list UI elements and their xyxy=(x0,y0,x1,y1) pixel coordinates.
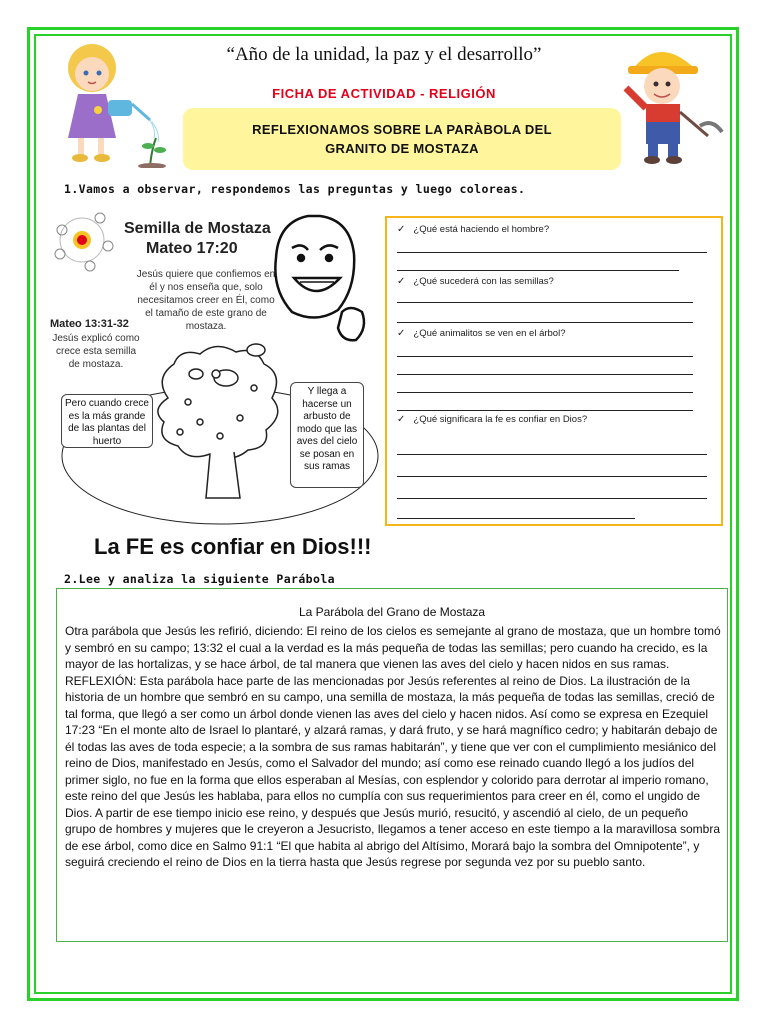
title-banner xyxy=(183,108,621,170)
year-motto: “Año de la unidad, la paz y el desarrollo” xyxy=(226,44,542,65)
checkmark-icon: ✓ xyxy=(397,414,406,425)
worksheet-label: FICHA DE ACTIVIDAD - RELIGIÓN xyxy=(272,86,496,101)
illustration-caption: Jesús quiere que confiemos en él y nos enseña que, solo necesitamos creer en Él, como el tamaño de este grano de mostaza. xyxy=(136,269,276,332)
illustration-title: Semilla de Mostaza xyxy=(124,220,271,237)
parable-paragraph: Otra parábola que Jesús les refirió, diciendo: El reino de los cielos es semejante al grano de mostaza, que un hombre tomó y sembró en su campo; 13:32 el cual a la verdad es la más pequeña de todas las semillas; pero cuando ha crecido, es la mayor de las hortalizas, y se hace árbol, de tal manera que vienen las aves del cielo y hacen nidos en sus ramas. xyxy=(65,624,721,671)
school-badge-icon xyxy=(55,213,113,271)
questions-box xyxy=(385,216,723,526)
illustration-reference: Mateo 17:20 xyxy=(146,240,238,257)
instruction-2: 2.Lee y analiza la siguiente Parábola xyxy=(64,572,335,586)
parable-box xyxy=(56,588,728,942)
answer-line[interactable] xyxy=(397,476,707,477)
answer-line[interactable] xyxy=(397,322,693,323)
title-line-2: GRANITO DE MOSTAZA xyxy=(325,141,479,156)
checkmark-icon: ✓ xyxy=(397,224,406,235)
bible-reference: Mateo 13:31-32 xyxy=(50,318,129,330)
answer-line[interactable] xyxy=(397,252,707,253)
answer-line[interactable] xyxy=(397,498,707,499)
answer-line[interactable] xyxy=(397,454,707,455)
mustard-tree-drawing xyxy=(158,346,278,498)
reflection-paragraph: REFLEXIÓN: Esta parábola hace parte de las mencionadas por Jesús referentes al reino de Dios. La ilustración de la historia de un hombre que sembró en su campo, una semilla de mostaza, la más pequeña de todas las semillas, creció de tal forma, que llegó a ser como un árbol donde vienen las aves del cielo y hacen nidos. Así como se expresa en Ezequiel 17:23 “En el monte alto de Israel lo plantaré, y alzará ramas, y dará fruto, y se hará magnífico cedro; y habitarán debajo de él todas las aves de toda especie; a la sombra de sus ramas habitarán”, y tiene que ver con el cumplimiento mesiánico del reino de Dios, manifestado en Jesús, como el Salvador del mundo; así como ese reinado cuando llegó a los judíos del primer siglo, no fue en la forma que ellos esperaban al Mesías, con esplendor y colorido para derrotar al imperio romano, este reino del que Jesús les hablaba, para ellos no cumplía con sus requerimientos para creer en él, como el ungido de Dios. A partir de ese tiempo inicio ese reino, y después que Jesús murió, resucitó, y ascendió al cielo, de un pequeño grupo de hombres y mujeres que le creyeron a Jesucristo, llegamos a tener acceso en este tiempo a la maravillosa sombra de ese árbol, como dice en Salmo 91:1 “El que habita al abrigo del Altísimo, Morará bajo la sombra del Omnipotente”, y seguirá creciendo el reino de Dios en la tierra hasta que Jesús regrese por segunda vez por su pueblo santo. xyxy=(65,673,720,869)
callout-left: Pero cuando crece es la más grande de las plantas del huerto xyxy=(61,394,153,448)
bible-reference-caption: Jesús explicó como crece esta semilla de mostaza. xyxy=(52,333,140,370)
jesus-face-drawing xyxy=(275,216,364,340)
parable-text xyxy=(65,623,721,871)
answer-line[interactable] xyxy=(397,410,693,411)
faith-heading: La FE es confiar en Dios!!! xyxy=(94,534,372,559)
answer-line[interactable] xyxy=(397,518,635,519)
callout-right: Y llega a hacerse un arbusto de modo que las aves del cielo se posan en sus ramas xyxy=(290,382,364,488)
instruction-1: 1.Vamos a observar, respondemos las preguntas y luego coloreas. xyxy=(64,182,526,196)
boy-miner-clipart xyxy=(612,36,732,166)
answer-line[interactable] xyxy=(397,270,679,271)
answer-line[interactable] xyxy=(397,356,693,357)
title-line-1: REFLEXIONAMOS SOBRE LA PARÀBOLA DEL xyxy=(252,122,552,137)
question-2: ✓ ¿Qué sucederá con las semillas? xyxy=(397,276,554,287)
checkmark-icon: ✓ xyxy=(397,276,406,287)
question-3: ✓ ¿Qué animalitos se ven en el árbol? xyxy=(397,328,566,339)
answer-line[interactable] xyxy=(397,374,693,375)
question-4: ✓ ¿Qué significara la fe es confiar en Dios? xyxy=(397,414,588,425)
checkmark-icon: ✓ xyxy=(397,328,406,339)
parable-title: La Parábola del Grano de Mostaza xyxy=(298,605,486,619)
question-1: ✓ ¿Qué está haciendo el hombre? xyxy=(397,224,550,235)
answer-line[interactable] xyxy=(397,392,693,393)
answer-line[interactable] xyxy=(397,302,693,303)
